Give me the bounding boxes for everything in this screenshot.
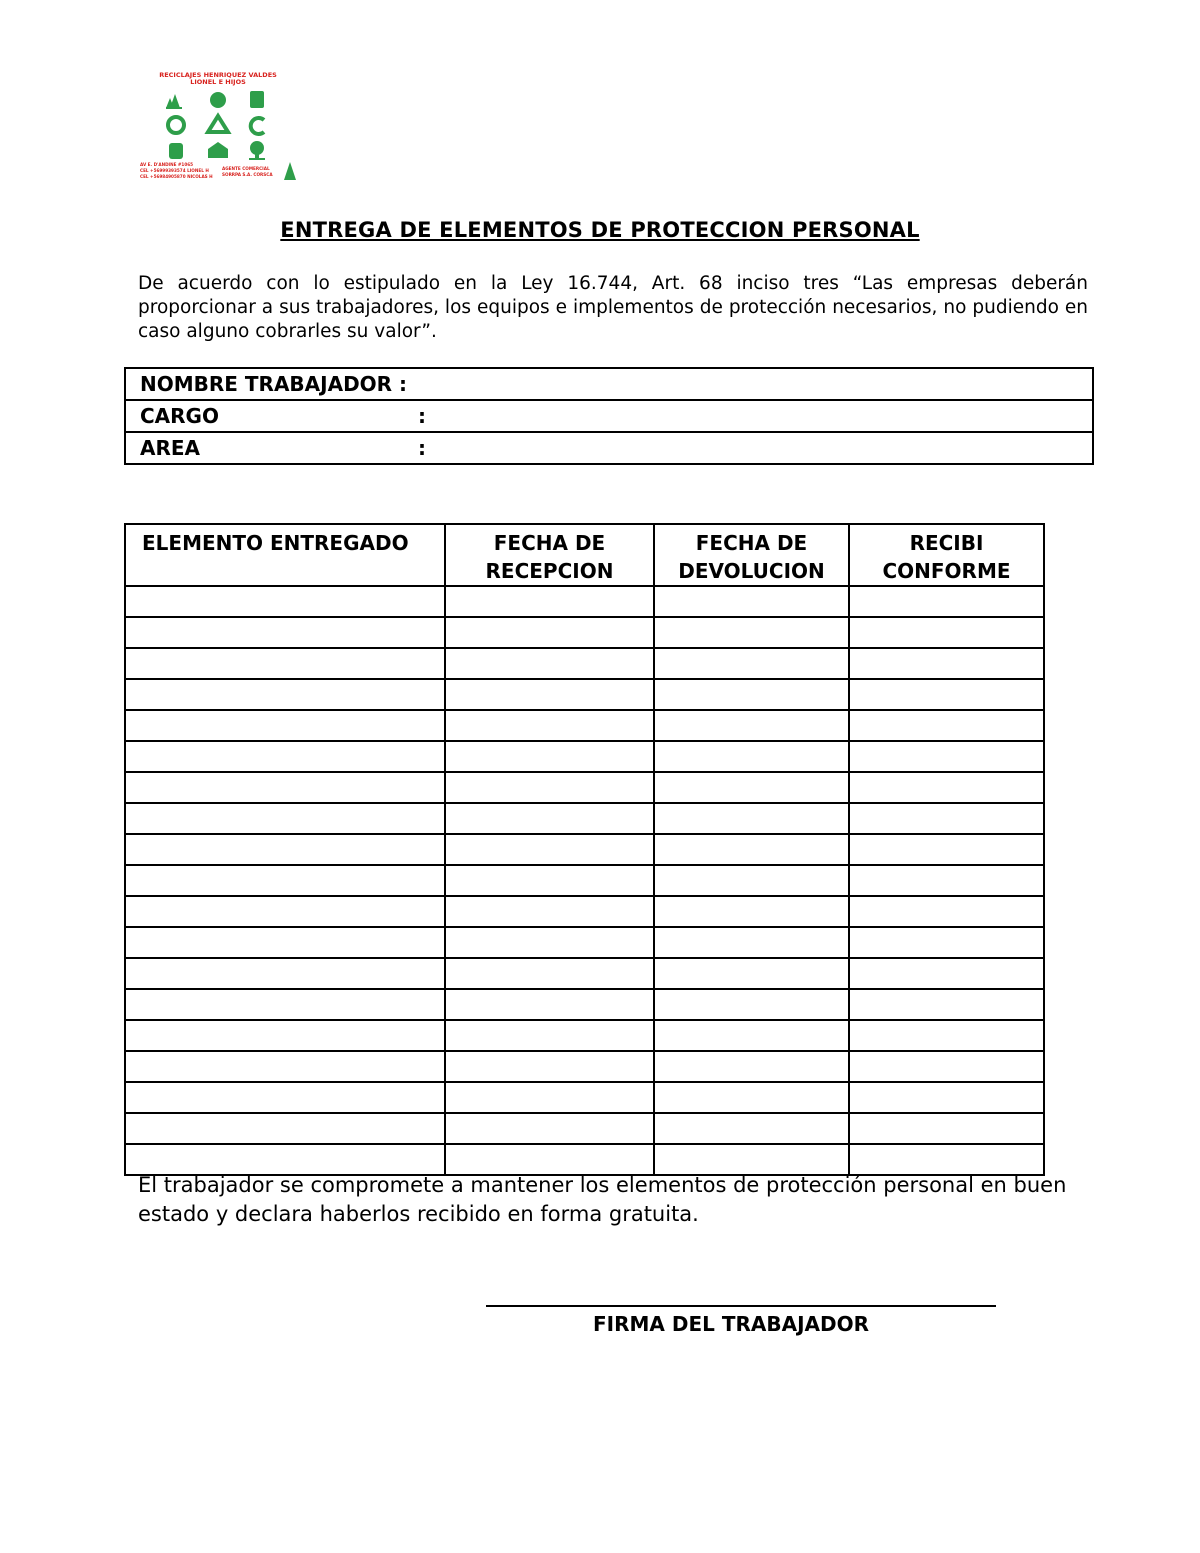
cell-received[interactable]	[849, 803, 1044, 834]
logo-contact-line3: CEL +56984905870 NICOLAS H	[140, 174, 213, 179]
recycle-triangle-icon	[208, 116, 228, 132]
col-element-header: ELEMENTO ENTREGADO	[125, 524, 445, 586]
cell-reception-date[interactable]	[445, 865, 654, 896]
worker-cargo-field[interactable]	[125, 400, 1093, 432]
logo-agent-line1: AGENTE COMERCIAL	[222, 166, 270, 171]
cell-element[interactable]	[125, 648, 445, 679]
commitment-text: El trabajador se compromete a mantener los elementos de protección personal en buen estado y declara haberlos recibido en forma gratuita.	[138, 1173, 1067, 1226]
cell-reception-date[interactable]	[445, 772, 654, 803]
col-received-header: RECIBI CONFORME	[849, 524, 1044, 586]
cell-received[interactable]	[849, 772, 1044, 803]
cell-received[interactable]	[849, 865, 1044, 896]
cell-reception-date[interactable]	[445, 617, 654, 648]
delivery-table-body	[125, 586, 1044, 1175]
cell-reception-date[interactable]	[445, 1082, 654, 1113]
table-row	[125, 927, 1044, 958]
cell-return-date[interactable]	[654, 772, 849, 803]
cell-reception-date[interactable]	[445, 1051, 654, 1082]
cell-element[interactable]	[125, 772, 445, 803]
cell-received[interactable]	[849, 1051, 1044, 1082]
cell-return-date[interactable]	[654, 1051, 849, 1082]
recycle-arrows-icon	[168, 117, 184, 133]
worker-info-table	[124, 367, 1094, 465]
cell-element[interactable]	[125, 865, 445, 896]
cell-received[interactable]	[849, 617, 1044, 648]
worker-name-field[interactable]	[125, 368, 1093, 400]
cell-element[interactable]	[125, 710, 445, 741]
col-reception-header: FECHA DE RECEPCION	[445, 524, 654, 586]
cell-reception-date[interactable]	[445, 1020, 654, 1051]
table-row	[125, 679, 1044, 710]
recycling-logo-graphic	[138, 70, 298, 185]
table-row	[125, 803, 1044, 834]
worker-name-label: NOMBRE TRABAJADOR :	[140, 372, 408, 396]
delivery-table-header	[125, 524, 1044, 586]
cell-reception-date[interactable]	[445, 896, 654, 927]
cell-return-date[interactable]	[654, 896, 849, 927]
cell-return-date[interactable]	[654, 834, 849, 865]
recycle-bin-icon	[250, 91, 264, 108]
signature-line[interactable]	[486, 1305, 996, 1307]
globe-icon	[210, 92, 226, 108]
intro-paragraph: De acuerdo con lo estipulado en la Ley 16.744, Art. 68 inciso tres “Las empresas deberán proporcionar a sus trabajadores, los equipos e implementos de protección necesarios, no pudiendo en caso alguno cobrarles su valor”.	[138, 273, 1088, 342]
cell-element[interactable]	[125, 896, 445, 927]
cell-return-date[interactable]	[654, 617, 849, 648]
cell-return-date[interactable]	[654, 741, 849, 772]
cell-reception-date[interactable]	[445, 803, 654, 834]
cell-received[interactable]	[849, 741, 1044, 772]
worker-name-row	[125, 368, 1093, 400]
cell-reception-date[interactable]	[445, 648, 654, 679]
delivery-table	[124, 523, 1045, 1176]
table-row	[125, 1020, 1044, 1051]
worker-cargo-row	[125, 400, 1093, 432]
cell-received[interactable]	[849, 834, 1044, 865]
cell-received[interactable]	[849, 958, 1044, 989]
cell-return-date[interactable]	[654, 679, 849, 710]
eco-tree-icon	[249, 141, 265, 160]
pine-tree-icon	[284, 162, 296, 180]
cell-reception-date[interactable]	[445, 710, 654, 741]
cell-element[interactable]	[125, 1051, 445, 1082]
cell-return-date[interactable]	[654, 648, 849, 679]
logo-company-line2: LIONEL E HIJOS	[190, 78, 246, 86]
table-row	[125, 865, 1044, 896]
cell-received[interactable]	[849, 896, 1044, 927]
table-row	[125, 741, 1044, 772]
cell-return-date[interactable]	[654, 710, 849, 741]
logo-company-line1: RECICLAJES HENRIQUEZ VALDES	[159, 71, 277, 79]
table-row	[125, 1082, 1044, 1113]
cell-received[interactable]	[849, 679, 1044, 710]
worker-cargo-label: CARGO	[140, 404, 219, 428]
cell-return-date[interactable]	[654, 803, 849, 834]
cell-received[interactable]	[849, 1082, 1044, 1113]
cell-return-date[interactable]	[654, 989, 849, 1020]
worker-area-label: AREA	[140, 436, 201, 460]
cell-element[interactable]	[125, 741, 445, 772]
tree-icon	[166, 94, 182, 109]
cell-reception-date[interactable]	[445, 927, 654, 958]
logo-contact-line1: AV E. D'ANDINE #1065	[140, 162, 194, 167]
cell-return-date[interactable]	[654, 1113, 849, 1144]
recycle-c-icon	[251, 118, 264, 134]
cell-element[interactable]	[125, 679, 445, 710]
table-row	[125, 896, 1044, 927]
cell-received[interactable]	[849, 1020, 1044, 1051]
cell-received[interactable]	[849, 927, 1044, 958]
cell-reception-date[interactable]	[445, 679, 654, 710]
cell-return-date[interactable]	[654, 1020, 849, 1051]
table-row	[125, 648, 1044, 679]
cell-reception-date[interactable]	[445, 741, 654, 772]
table-row	[125, 1051, 1044, 1082]
table-row	[125, 772, 1044, 803]
table-row	[125, 710, 1044, 741]
cell-element[interactable]	[125, 834, 445, 865]
cell-received[interactable]	[849, 710, 1044, 741]
col-return-header: FECHA DE DEVOLUCION	[654, 524, 849, 586]
table-row	[125, 989, 1044, 1020]
cargo-separator: :	[418, 404, 426, 428]
cell-element[interactable]	[125, 1082, 445, 1113]
cell-reception-date[interactable]	[445, 989, 654, 1020]
logo-contact-line2: CEL +56999393574 LIONEL H	[140, 168, 209, 173]
cell-return-date[interactable]	[654, 586, 849, 617]
cell-return-date[interactable]	[654, 927, 849, 958]
cell-return-date[interactable]	[654, 958, 849, 989]
house-icon	[208, 142, 228, 158]
cell-received[interactable]	[849, 648, 1044, 679]
table-row	[125, 1113, 1044, 1144]
cell-reception-date[interactable]	[445, 958, 654, 989]
table-row	[125, 834, 1044, 865]
area-separator: :	[418, 436, 426, 460]
document-title: ENTREGA DE ELEMENTOS DE PROTECCION PERSONAL	[280, 218, 920, 242]
cell-element[interactable]	[125, 803, 445, 834]
cell-reception-date[interactable]	[445, 586, 654, 617]
cell-reception-date[interactable]	[445, 834, 654, 865]
cell-element[interactable]	[125, 958, 445, 989]
cell-element[interactable]	[125, 927, 445, 958]
cell-reception-date[interactable]	[445, 1113, 654, 1144]
cell-return-date[interactable]	[654, 1082, 849, 1113]
cell-element[interactable]	[125, 586, 445, 617]
jar-icon	[169, 143, 183, 159]
signature-label: FIRMA DEL TRABAJADOR	[593, 1312, 869, 1336]
worker-area-row	[125, 432, 1093, 464]
cell-received[interactable]	[849, 586, 1044, 617]
table-row	[125, 617, 1044, 648]
logo-agent-line2: SORRPA S.A. CORSCA	[222, 172, 273, 177]
cell-element[interactable]	[125, 1020, 445, 1051]
table-row	[125, 958, 1044, 989]
company-logo	[138, 70, 298, 185]
cell-received[interactable]	[849, 1113, 1044, 1144]
cell-element[interactable]	[125, 989, 445, 1020]
cell-return-date[interactable]	[654, 865, 849, 896]
cell-element[interactable]	[125, 617, 445, 648]
cell-received[interactable]	[849, 989, 1044, 1020]
cell-element[interactable]	[125, 1113, 445, 1144]
worker-area-field[interactable]	[125, 432, 1093, 464]
table-row	[125, 586, 1044, 617]
